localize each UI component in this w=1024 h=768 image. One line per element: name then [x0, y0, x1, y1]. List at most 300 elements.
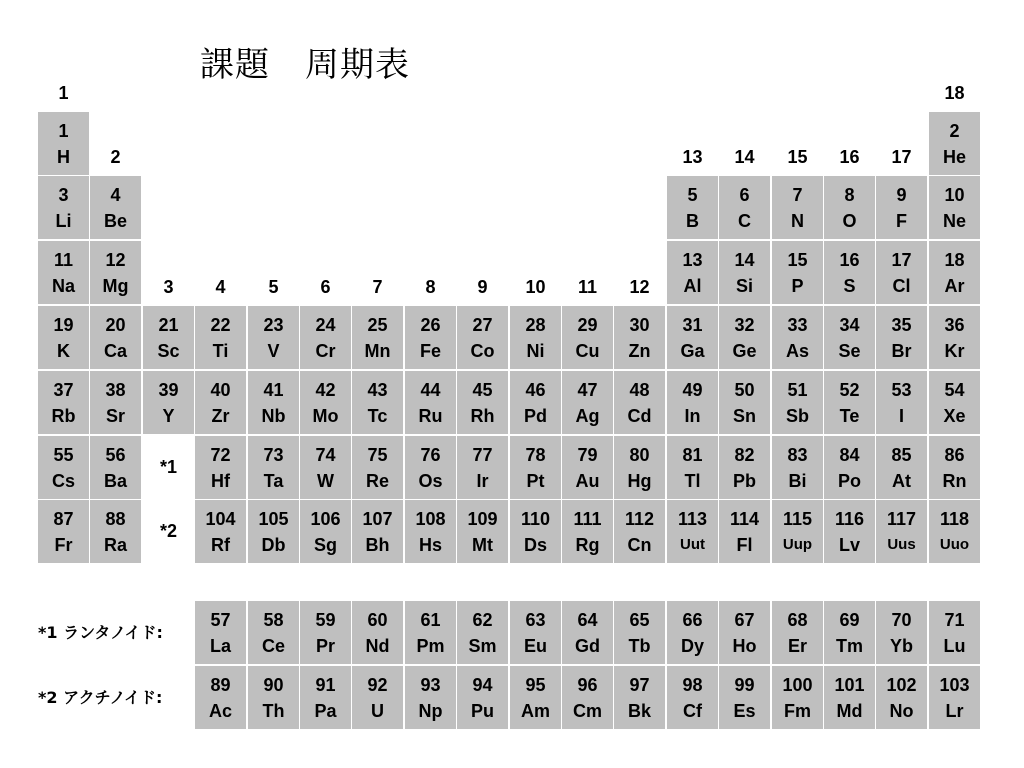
element-cell	[195, 500, 246, 563]
element-symbol: Os	[418, 470, 443, 491]
element-symbol: Fm	[784, 700, 811, 721]
element-symbol: Mn	[364, 340, 391, 361]
element-cell	[772, 371, 823, 434]
element-symbol: Ne	[942, 210, 966, 231]
element-symbol: Eu	[523, 635, 547, 656]
element-symbol: Co	[470, 340, 495, 361]
element-cell	[90, 241, 141, 304]
element-cell	[667, 601, 718, 664]
element-symbol: Uus	[887, 535, 916, 553]
element-symbol: Cu	[575, 340, 600, 361]
element-symbol: Cm	[572, 700, 602, 721]
atomic-number: 89	[210, 674, 231, 695]
element-symbol: Er	[787, 635, 807, 656]
element-cell	[510, 306, 561, 369]
element-symbol: Ta	[263, 470, 284, 491]
element-cell	[929, 241, 980, 304]
element-symbol: Pr	[315, 635, 335, 656]
atomic-number: 65	[629, 609, 650, 630]
atomic-number: 84	[839, 444, 860, 465]
element-cell	[772, 436, 823, 499]
element-symbol: Po	[837, 470, 861, 491]
element-symbol: Tc	[367, 405, 388, 426]
element-symbol: Pt	[526, 470, 545, 491]
element-symbol: Db	[261, 534, 286, 555]
element-symbol: Lr	[945, 700, 964, 721]
atomic-number: 3	[58, 184, 69, 205]
atomic-number: 54	[944, 379, 965, 400]
atomic-number: 71	[944, 609, 965, 630]
series-marker: *2	[159, 521, 177, 541]
atomic-number: 41	[263, 379, 284, 400]
group-number: 2	[110, 147, 121, 167]
atomic-number: 9	[896, 184, 907, 205]
group-number: 4	[215, 277, 226, 297]
atomic-number: 117	[886, 508, 917, 529]
group-number: 18	[944, 83, 965, 103]
element-symbol: Au	[575, 470, 600, 491]
element-symbol: Ge	[732, 340, 757, 361]
element-cell	[667, 666, 718, 729]
element-cell	[824, 306, 875, 369]
element-cell	[405, 306, 456, 369]
element-symbol: Cf	[683, 700, 702, 721]
element-symbol: F	[896, 210, 907, 231]
group-number: 8	[425, 277, 436, 297]
group-number: 9	[477, 277, 488, 297]
element-cell	[772, 306, 823, 369]
element-cell	[405, 371, 456, 434]
element-cell	[929, 306, 980, 369]
element-symbol: La	[209, 635, 231, 656]
element-symbol: Fl	[736, 534, 753, 555]
element-symbol: Nd	[365, 635, 390, 656]
group-number: 5	[268, 277, 279, 297]
element-cell	[614, 601, 665, 664]
element-cell	[719, 601, 770, 664]
atomic-number: 90	[263, 674, 284, 695]
element-symbol: Uut	[680, 535, 705, 553]
element-symbol: Ag	[575, 405, 600, 426]
atomic-number: 13	[682, 249, 703, 270]
atomic-number: 66	[682, 609, 703, 630]
element-symbol: Nb	[261, 405, 286, 426]
element-symbol: Sn	[732, 405, 756, 426]
atomic-number: 6	[739, 184, 750, 205]
element-symbol: Th	[262, 700, 285, 721]
element-symbol: Ni	[526, 340, 545, 361]
element-cell	[719, 241, 770, 304]
element-cell	[195, 666, 246, 729]
atomic-number: 118	[939, 508, 970, 529]
atomic-number: 106	[310, 508, 341, 529]
element-symbol: Bi	[788, 470, 807, 491]
element-symbol: Pb	[732, 470, 756, 491]
atomic-number: 81	[682, 444, 703, 465]
element-cell	[824, 601, 875, 664]
element-cell	[248, 371, 299, 434]
element-symbol: Li	[55, 210, 72, 231]
atomic-number: 33	[787, 314, 808, 335]
atomic-number: 95	[525, 674, 546, 695]
atomic-number: 18	[944, 249, 965, 270]
atomic-number: 2	[949, 120, 960, 141]
element-cell	[562, 666, 613, 729]
atomic-number: 91	[315, 674, 336, 695]
page-title: 課題 周期表	[200, 45, 410, 85]
element-cell	[248, 666, 299, 729]
atomic-number: 19	[53, 314, 74, 335]
element-cell	[876, 666, 927, 729]
element-cell	[614, 306, 665, 369]
element-cell	[929, 176, 980, 239]
group-number: 11	[577, 277, 598, 297]
element-symbol: Mg	[102, 275, 129, 296]
element-symbol: Mt	[472, 534, 493, 555]
element-symbol: Yb	[889, 635, 913, 656]
atomic-number: 96	[577, 674, 598, 695]
atomic-number: 58	[263, 609, 284, 630]
element-symbol: Be	[103, 210, 127, 231]
atomic-number: 1	[58, 120, 69, 141]
element-symbol: Pm	[416, 635, 445, 656]
element-symbol: O	[842, 210, 857, 231]
atomic-number: 75	[367, 444, 388, 465]
element-symbol: Fr	[54, 534, 73, 555]
atomic-number: 86	[944, 444, 965, 465]
lanthanide-label: *1 ランタノイド:	[38, 623, 163, 642]
atomic-number: 52	[839, 379, 860, 400]
atomic-number: 109	[467, 508, 498, 529]
element-cell	[457, 666, 508, 729]
atomic-number: 112	[624, 508, 655, 529]
atomic-number: 17	[891, 249, 912, 270]
element-symbol: W	[317, 470, 334, 491]
element-symbol: Cd	[627, 405, 652, 426]
element-symbol: C	[738, 210, 751, 231]
element-cell	[824, 666, 875, 729]
element-symbol: Se	[838, 340, 861, 361]
element-cell	[929, 601, 980, 664]
atomic-number: 49	[682, 379, 703, 400]
element-cell	[719, 306, 770, 369]
element-cell	[195, 306, 246, 369]
group-number: 1	[58, 83, 69, 103]
atomic-number: 43	[367, 379, 388, 400]
element-symbol: Es	[733, 700, 756, 721]
element-symbol: B	[686, 210, 699, 231]
element-cell	[772, 666, 823, 729]
element-symbol: Sm	[468, 635, 497, 656]
atomic-number: 73	[263, 444, 284, 465]
atomic-number: 60	[367, 609, 388, 630]
atomic-number: 114	[729, 508, 760, 529]
element-symbol: As	[785, 340, 809, 361]
element-cell	[824, 371, 875, 434]
atomic-number: 4	[110, 184, 121, 205]
atomic-number: 116	[834, 508, 865, 529]
element-symbol: Rb	[51, 405, 76, 426]
atomic-number: 101	[834, 674, 865, 695]
element-symbol: Cs	[51, 470, 75, 491]
atomic-number: 70	[891, 609, 912, 630]
atomic-number: 80	[629, 444, 650, 465]
element-symbol: Ho	[732, 635, 757, 656]
atomic-number: 36	[944, 314, 965, 335]
element-cell	[457, 306, 508, 369]
element-cell	[510, 500, 561, 563]
element-symbol: Hg	[627, 470, 652, 491]
element-symbol: Hs	[418, 534, 442, 555]
element-symbol: Cr	[315, 340, 336, 361]
element-cell	[248, 601, 299, 664]
element-symbol: Tb	[628, 635, 651, 656]
atomic-number: 69	[839, 609, 860, 630]
atomic-number: 105	[258, 508, 289, 529]
atomic-number: 56	[105, 444, 126, 465]
element-cell	[510, 601, 561, 664]
element-symbol: He	[942, 146, 966, 167]
atomic-number: 48	[629, 379, 650, 400]
atomic-number: 67	[734, 609, 755, 630]
atomic-number: 97	[629, 674, 650, 695]
element-cell	[352, 601, 403, 664]
element-symbol: V	[267, 340, 280, 361]
element-symbol: S	[843, 275, 856, 296]
atomic-number: 53	[891, 379, 912, 400]
element-symbol: Sc	[157, 340, 180, 361]
element-symbol: Br	[891, 340, 912, 361]
group-number: 13	[682, 147, 703, 167]
atomic-number: 20	[105, 314, 126, 335]
atomic-number: 93	[420, 674, 441, 695]
element-cell	[510, 371, 561, 434]
atomic-number: 102	[886, 674, 917, 695]
atomic-number: 25	[367, 314, 388, 335]
element-symbol: Na	[51, 275, 75, 296]
element-cell	[352, 500, 403, 563]
element-cell	[248, 500, 299, 563]
element-cell	[876, 176, 927, 239]
element-symbol: Al	[683, 275, 702, 296]
element-symbol: Ti	[212, 340, 229, 361]
element-symbol: Rg	[575, 534, 600, 555]
element-cell	[90, 436, 141, 499]
element-cell	[38, 176, 89, 239]
element-cell	[300, 500, 351, 563]
atomic-number: 83	[787, 444, 808, 465]
element-cell	[929, 500, 980, 563]
group-number: 14	[734, 147, 755, 167]
element-symbol: Ga	[680, 340, 705, 361]
element-symbol: Ce	[261, 635, 285, 656]
element-cell	[876, 306, 927, 369]
atomic-number: 64	[577, 609, 598, 630]
atomic-number: 92	[367, 674, 388, 695]
element-symbol: Rf	[211, 534, 230, 555]
element-cell	[195, 436, 246, 499]
element-cell	[90, 306, 141, 369]
atomic-number: 82	[734, 444, 755, 465]
element-symbol: Rh	[470, 405, 495, 426]
group-number: 7	[372, 277, 383, 297]
element-symbol: Mo	[312, 405, 339, 426]
atomic-number: 100	[782, 674, 813, 695]
element-cell	[352, 666, 403, 729]
element-symbol: K	[57, 340, 70, 361]
atomic-number: 103	[939, 674, 970, 695]
element-cell	[90, 500, 141, 563]
element-symbol: Ac	[208, 700, 232, 721]
atomic-number: 50	[734, 379, 755, 400]
atomic-number: 99	[734, 674, 755, 695]
atomic-number: 23	[263, 314, 284, 335]
group-number: 3	[163, 277, 174, 297]
element-cell	[195, 601, 246, 664]
element-symbol: At	[892, 470, 911, 491]
element-cell	[352, 371, 403, 434]
element-symbol: U	[371, 700, 384, 721]
element-cell	[824, 436, 875, 499]
element-cell	[876, 371, 927, 434]
element-cell	[248, 306, 299, 369]
element-symbol: Uup	[782, 535, 813, 553]
atomic-number: 104	[205, 508, 236, 529]
element-cell	[824, 176, 875, 239]
element-cell	[876, 500, 927, 563]
atomic-number: 78	[525, 444, 546, 465]
group-number: 16	[839, 147, 860, 167]
element-cell	[38, 241, 89, 304]
element-symbol: Gd	[575, 635, 600, 656]
atomic-number: 11	[53, 249, 74, 270]
element-symbol: Sb	[785, 405, 809, 426]
element-symbol: Tl	[684, 470, 701, 491]
element-cell	[719, 666, 770, 729]
element-cell	[614, 500, 665, 563]
element-cell	[38, 436, 89, 499]
element-cell	[719, 500, 770, 563]
element-cell	[929, 371, 980, 434]
atomic-number: 39	[158, 379, 179, 400]
element-cell	[719, 436, 770, 499]
element-cell	[90, 371, 141, 434]
element-symbol: Sr	[105, 405, 125, 426]
atomic-number: 46	[525, 379, 546, 400]
atomic-number: 74	[315, 444, 336, 465]
atomic-number: 76	[420, 444, 441, 465]
element-cell	[143, 306, 194, 369]
element-cell	[457, 371, 508, 434]
element-cell	[667, 306, 718, 369]
atomic-number: 35	[891, 314, 912, 335]
element-cell	[719, 176, 770, 239]
element-symbol: In	[684, 405, 701, 426]
element-symbol: Dy	[680, 635, 704, 656]
atomic-number: 38	[105, 379, 126, 400]
element-symbol: No	[889, 700, 914, 721]
atomic-number: 98	[682, 674, 703, 695]
atomic-number: 37	[53, 379, 74, 400]
element-symbol: Cn	[627, 534, 652, 555]
element-cell	[667, 436, 718, 499]
element-cell	[38, 112, 89, 175]
element-cell	[248, 436, 299, 499]
element-symbol: Zr	[211, 405, 230, 426]
atomic-number: 40	[210, 379, 231, 400]
atomic-number: 24	[315, 314, 336, 335]
element-symbol: Ca	[103, 340, 127, 361]
atomic-number: 113	[677, 508, 708, 529]
atomic-number: 16	[839, 249, 860, 270]
element-cell	[772, 241, 823, 304]
element-symbol: H	[57, 146, 70, 167]
element-cell	[405, 601, 456, 664]
element-cell	[90, 176, 141, 239]
element-cell	[195, 371, 246, 434]
element-cell	[38, 306, 89, 369]
atomic-number: 57	[210, 609, 231, 630]
element-cell	[300, 306, 351, 369]
atomic-number: 59	[315, 609, 336, 630]
atomic-number: 10	[944, 184, 965, 205]
element-symbol: Lv	[838, 534, 860, 555]
atomic-number: 94	[472, 674, 493, 695]
element-cell	[562, 500, 613, 563]
atomic-number: 42	[315, 379, 336, 400]
element-cell	[929, 436, 980, 499]
element-cell	[824, 500, 875, 563]
group-number: 17	[891, 147, 912, 167]
atomic-number: 111	[573, 508, 602, 529]
element-cell	[143, 371, 194, 434]
atomic-number: 30	[629, 314, 650, 335]
atomic-number: 115	[782, 508, 813, 529]
atomic-number: 14	[734, 249, 755, 270]
element-cell	[876, 241, 927, 304]
element-cell	[876, 436, 927, 499]
element-symbol: Bh	[365, 534, 390, 555]
group-number: 12	[629, 277, 650, 297]
element-cell	[38, 500, 89, 563]
element-symbol: Ru	[418, 405, 443, 426]
element-cell	[614, 371, 665, 434]
element-cell	[562, 601, 613, 664]
atomic-number: 77	[472, 444, 493, 465]
element-cell	[405, 666, 456, 729]
atomic-number: 21	[158, 314, 179, 335]
atomic-number: 47	[577, 379, 598, 400]
element-cell	[929, 666, 980, 729]
atomic-number: 32	[734, 314, 755, 335]
atomic-number: 8	[844, 184, 855, 205]
element-cell	[300, 436, 351, 499]
element-symbol: Ds	[523, 534, 547, 555]
atomic-number: 34	[839, 314, 860, 335]
group-number: 6	[320, 277, 331, 297]
actinide-label: *2 アクチノイド:	[38, 688, 163, 707]
atomic-number: 107	[362, 508, 393, 529]
element-symbol: Re	[365, 470, 389, 491]
element-cell	[300, 666, 351, 729]
element-cell	[614, 666, 665, 729]
atomic-number: 31	[682, 314, 703, 335]
element-symbol: Pd	[523, 405, 547, 426]
atomic-number: 79	[577, 444, 598, 465]
atomic-number: 55	[53, 444, 74, 465]
element-symbol: Si	[735, 275, 753, 296]
group-number: 10	[525, 277, 546, 297]
